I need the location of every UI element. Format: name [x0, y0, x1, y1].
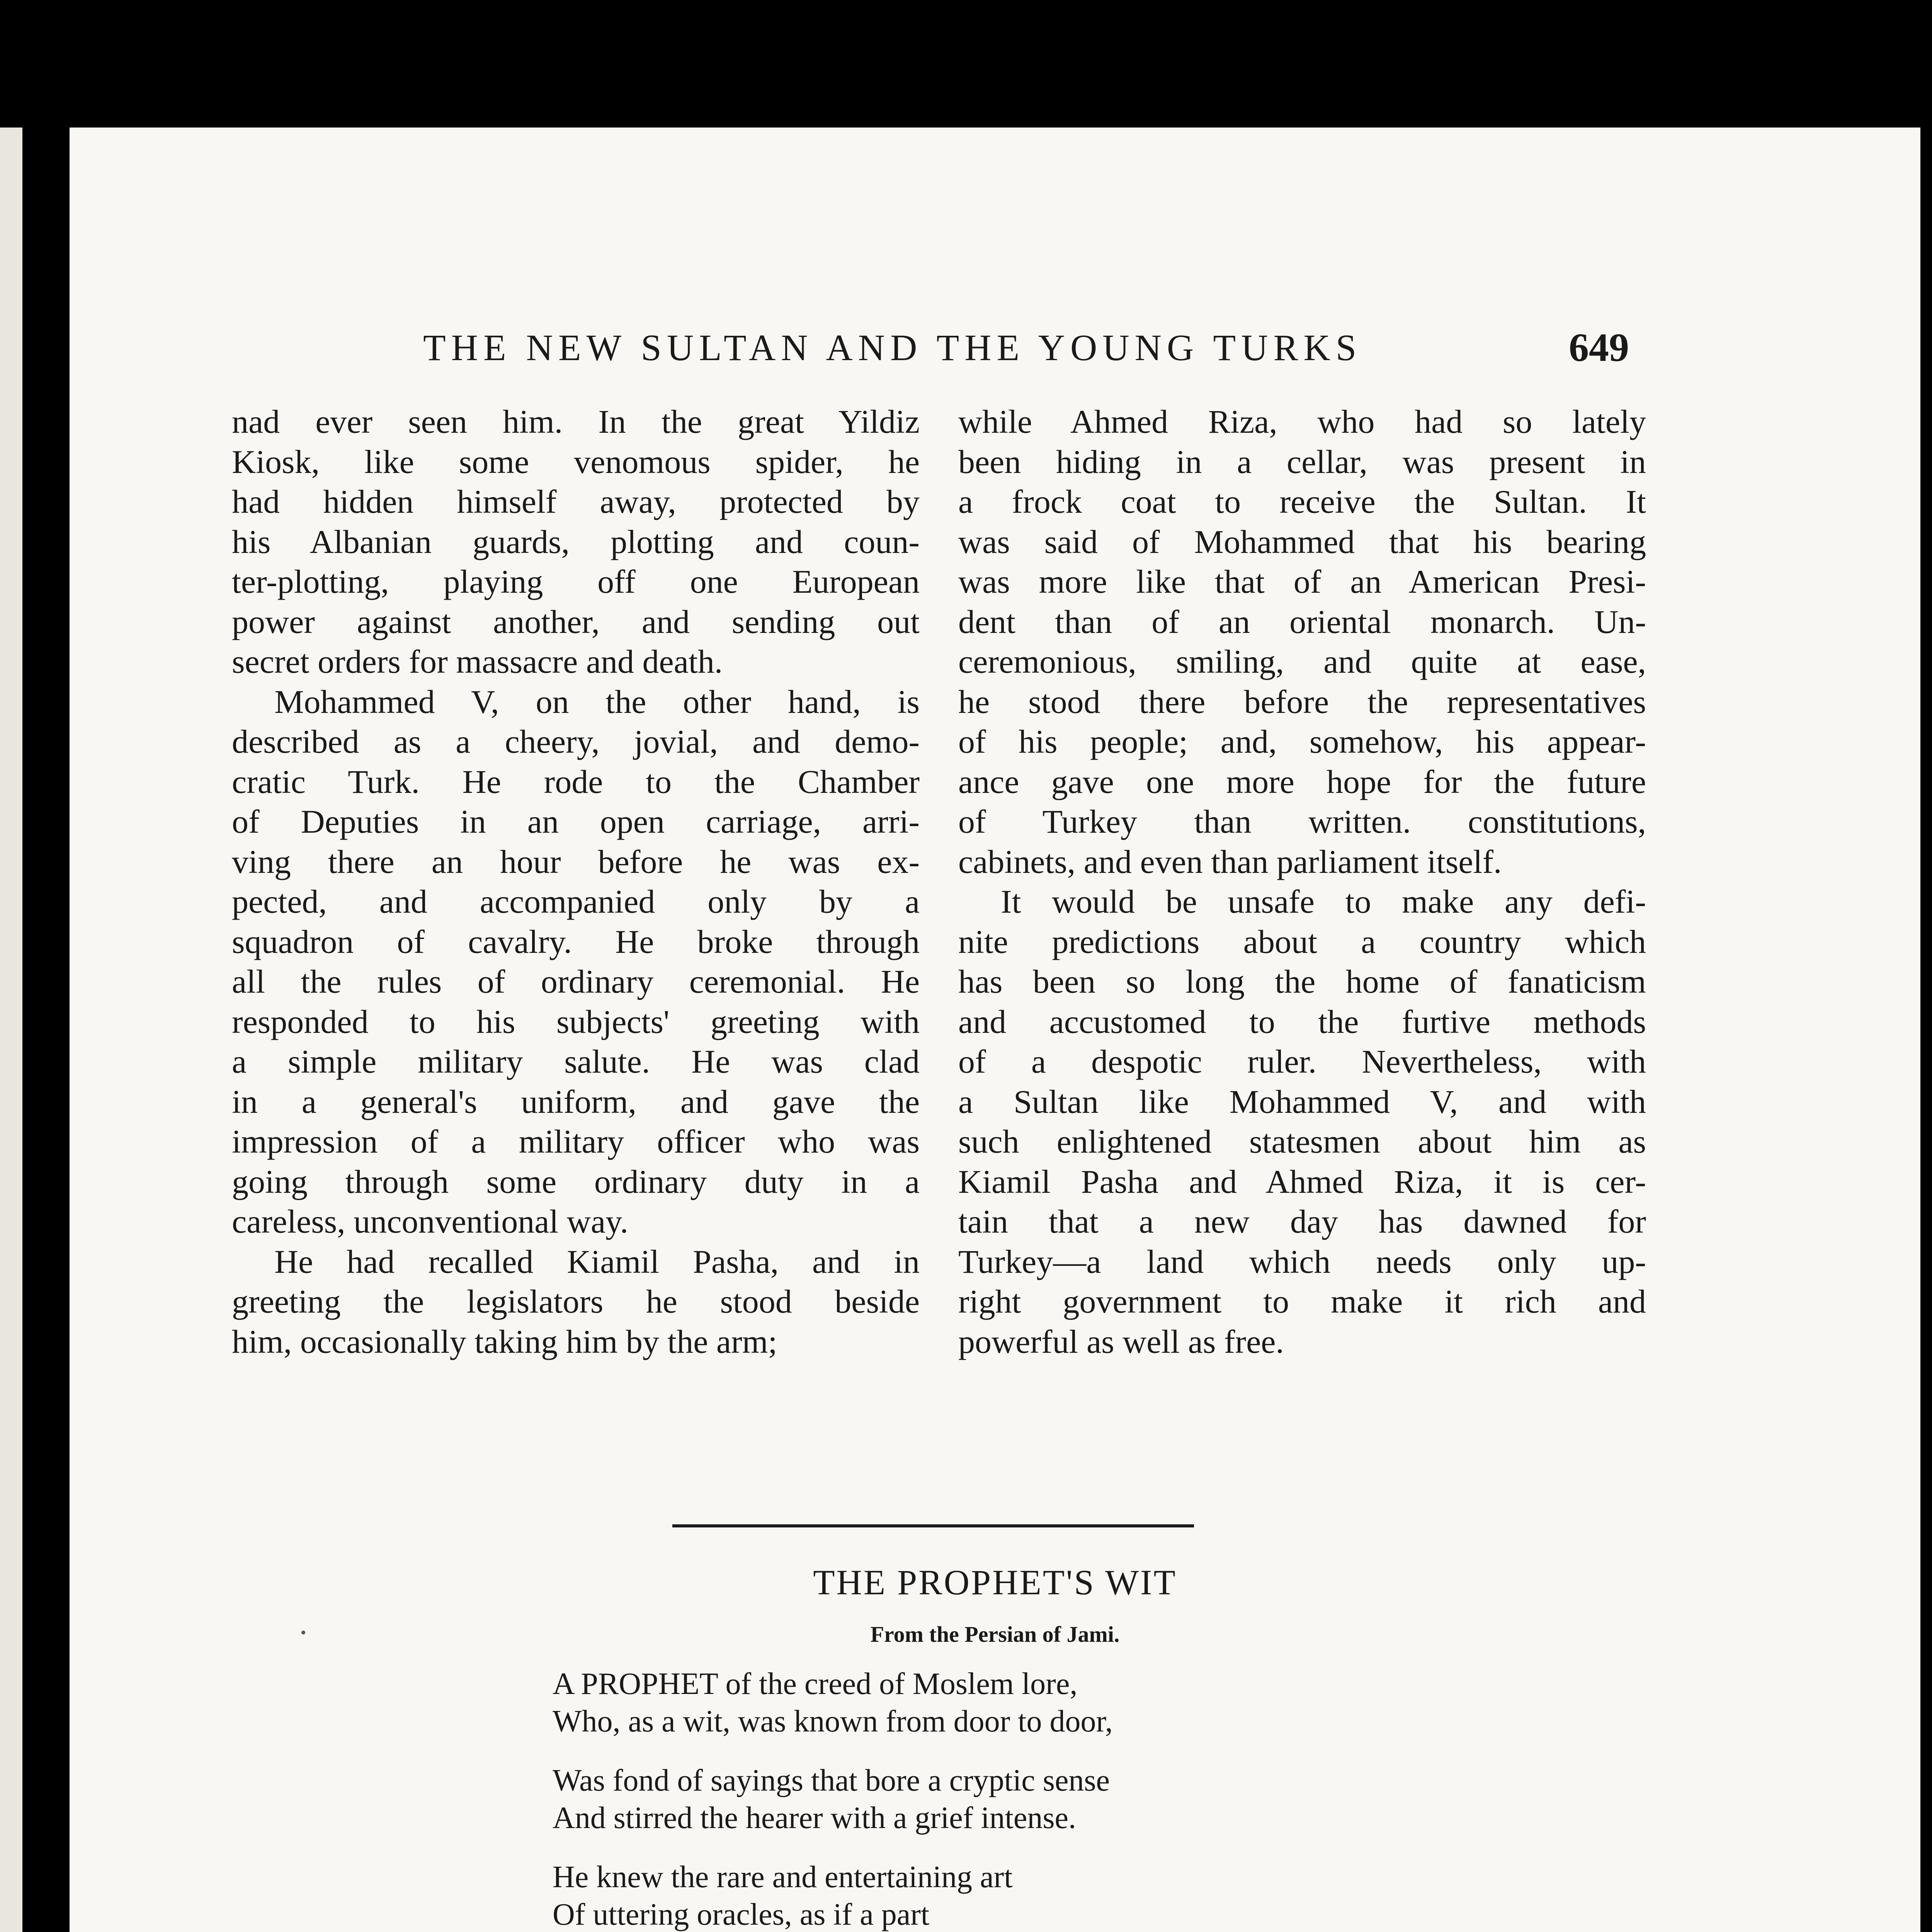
text-line: nad ever seen him. In the great Yildiz [232, 403, 920, 440]
text-line: described as a cheery, jovial, and demo- [232, 723, 920, 760]
poem-body [553, 1665, 1542, 1932]
text-line: a frock coat to receive the Sultan. It [958, 483, 1646, 520]
poem-verse: A PROPHET of the creed of Moslem lore, [553, 1667, 1078, 1701]
text-line: while Ahmed Riza, who had so lately [958, 403, 1646, 440]
text-line: squadron of cavalry. He broke through [232, 923, 920, 960]
print-speck [301, 1631, 305, 1634]
text-line: he stood there before the representatives [958, 683, 1646, 720]
article-column-left [232, 402, 920, 1362]
text-line: ving there an hour before he was ex- [232, 843, 920, 880]
text-line: ance gave one more hope for the future [958, 763, 1646, 800]
text-line: in a general's uniform, and gave the [232, 1083, 920, 1120]
text-line: ter-plotting, playing off one European [232, 563, 920, 600]
poem-stanza [553, 1859, 1542, 1932]
text-line: of Turkey than written. constitutions, [958, 803, 1646, 840]
text-line: was more like that of an American Presi- [958, 563, 1646, 600]
text-line: such enlightened statesmen about him as [958, 1123, 1646, 1160]
section-divider [672, 1524, 1194, 1527]
text-line: of a despotic ruler. Nevertheless, with [958, 1043, 1646, 1080]
text-line: and accustomed to the furtive methods [958, 1003, 1646, 1040]
text-line: a Sultan like Mohammed V, and with [958, 1083, 1646, 1120]
text-line: responded to his subjects' greeting with [232, 1003, 920, 1040]
text-line: all the rules of ordinary ceremonial. He [232, 963, 920, 1000]
text-line: ceremonious, smiling, and quite at ease, [958, 643, 1646, 680]
poem-stanza [553, 1665, 1542, 1740]
text-line: was said of Mohammed that his bearing [958, 523, 1646, 560]
text-line: nite predictions about a country which [958, 923, 1646, 960]
text-line: been hiding in a cellar, was present in [958, 443, 1646, 480]
text-line: careless, unconventional way. [232, 1203, 629, 1240]
poem-verse: He knew the rare and entertaining art [553, 1860, 1013, 1894]
text-line: cratic Turk. He rode to the Chamber [232, 763, 920, 800]
poem-verse: Who, as a wit, was known from door to door, [553, 1704, 1113, 1738]
text-line: has been so long the home of fanaticism [958, 963, 1646, 1000]
text-line: powerful as well as free. [958, 1323, 1284, 1360]
page-number: 649 [1569, 325, 1629, 370]
text-line: greeting the legislators he stood beside [232, 1283, 920, 1320]
text-line: Turkey—a land which needs only up- [958, 1243, 1646, 1280]
article-column-right [958, 402, 1646, 1362]
text-line: of his people; and, somehow, his appear- [958, 723, 1646, 760]
text-line: pected, and accompanied only by a [232, 883, 920, 920]
magazine-page [70, 128, 1920, 1932]
text-line: going through some ordinary duty in a [232, 1163, 920, 1200]
text-line: impression of a military officer who was [232, 1123, 920, 1160]
poem-subtitle: From the Persian of Jami. [870, 1622, 1120, 1647]
poem-verse: Was fond of sayings that bore a cryptic sense [553, 1764, 1110, 1798]
text-line: right government to make it rich and [958, 1283, 1646, 1320]
running-head-title: THE NEW SULTAN AND THE YOUNG TURKS [423, 327, 1362, 368]
poem-title: THE PROPHET'S WIT [813, 1563, 1177, 1602]
poem-verse: Of uttering oracles, as if a part [553, 1898, 930, 1932]
poem-stanza [553, 1762, 1542, 1837]
text-line: cabinets, and even than parliament itself. [958, 843, 1502, 880]
facing-page-edge [0, 128, 22, 1932]
text-line: him, occasionally taking him by the arm; [232, 1323, 777, 1360]
text-line: Kiamil Pasha and Ahmed Riza, it is cer- [958, 1163, 1646, 1200]
text-line: tain that a new day has dawned for [958, 1203, 1646, 1240]
text-line: of Deputies in an open carriage, arri- [232, 803, 920, 840]
text-line: a simple military salute. He was clad [232, 1043, 920, 1080]
text-line: Mohammed V, on the other hand, is [274, 683, 920, 720]
text-line: He had recalled Kiamil Pasha, and in [274, 1243, 920, 1280]
text-line: It would be unsafe to make any defi- [1001, 883, 1646, 920]
running-head [70, 321, 1920, 375]
text-line: secret orders for massacre and death. [232, 643, 723, 680]
text-line: Kiosk, like some venomous spider, he [232, 443, 920, 480]
text-line: had hidden himself away, protected by [232, 483, 920, 520]
text-line: power against another, and sending out [232, 603, 920, 640]
text-line: dent than of an oriental monarch. Un- [958, 603, 1646, 640]
text-line: his Albanian guards, plotting and coun- [232, 523, 920, 560]
poem-verse: And stirred the hearer with a grief intense. [553, 1801, 1077, 1835]
